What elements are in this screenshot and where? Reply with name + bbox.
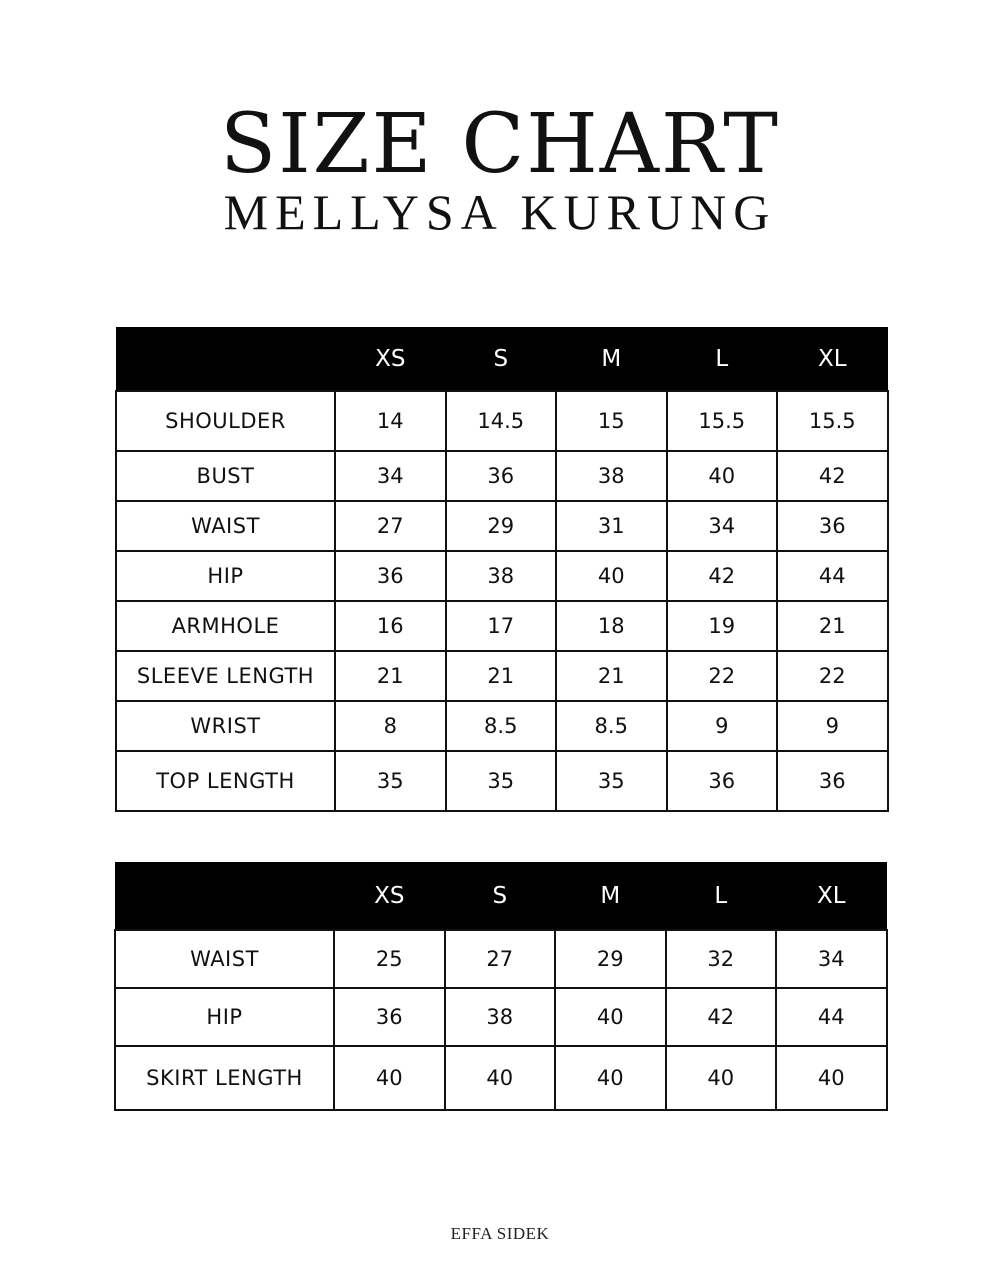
- measurement-value: 40: [555, 988, 666, 1046]
- measurement-value: 21: [335, 651, 446, 701]
- measurement-value: 36: [777, 751, 888, 811]
- size-header-xl: XL: [776, 862, 887, 930]
- table-row: [116, 601, 888, 651]
- measurement-value: 36: [777, 501, 888, 551]
- measurement-label: WAIST: [116, 501, 335, 551]
- measurement-value: 29: [446, 501, 557, 551]
- measurement-value: 27: [335, 501, 446, 551]
- table-row: [116, 391, 888, 451]
- measurement-value: 21: [556, 651, 667, 701]
- table-row: [115, 930, 887, 988]
- measurement-value: 42: [666, 988, 777, 1046]
- measurement-value: 15: [556, 391, 667, 451]
- measurement-value: 32: [666, 930, 777, 988]
- top-size-table: [115, 327, 889, 812]
- measurement-value: 14: [335, 391, 446, 451]
- measurement-value: 21: [777, 601, 888, 651]
- measurement-value: 21: [446, 651, 557, 701]
- table-row: [116, 751, 888, 811]
- measurement-value: 9: [777, 701, 888, 751]
- measurement-label: WAIST: [115, 930, 334, 988]
- size-header-xs: XS: [334, 862, 445, 930]
- size-header-xs: XS: [335, 327, 446, 391]
- bottom-size-table: [114, 862, 888, 1111]
- measurement-value: 19: [667, 601, 778, 651]
- measurement-value: 44: [777, 551, 888, 601]
- measurement-label: SKIRT LENGTH: [115, 1046, 334, 1110]
- measurement-value: 18: [556, 601, 667, 651]
- measurement-value: 31: [556, 501, 667, 551]
- size-header-l: L: [666, 862, 777, 930]
- measurement-value: 40: [666, 1046, 777, 1110]
- measurement-value: 36: [334, 988, 445, 1046]
- table-row: [116, 701, 888, 751]
- measurement-value: 40: [776, 1046, 887, 1110]
- table-header-row: [115, 862, 887, 930]
- size-header-l: L: [667, 327, 778, 391]
- size-header-m: M: [556, 327, 667, 391]
- measurement-value: 8: [335, 701, 446, 751]
- brand-footer: EFFA SIDEK: [450, 1224, 550, 1243]
- page-subtitle: MELLYSA KURUNG: [223, 184, 777, 240]
- measurement-value: 25: [334, 930, 445, 988]
- size-header-s: S: [446, 327, 557, 391]
- measurement-value: 40: [667, 451, 778, 501]
- measurement-label: HIP: [115, 988, 334, 1046]
- measurement-value: 22: [777, 651, 888, 701]
- measurement-value: 42: [667, 551, 778, 601]
- measurement-value: 35: [556, 751, 667, 811]
- measurement-value: 22: [667, 651, 778, 701]
- measurement-value: 38: [556, 451, 667, 501]
- measurement-value: 36: [446, 451, 557, 501]
- measurement-value: 36: [667, 751, 778, 811]
- measurement-value: 40: [445, 1046, 556, 1110]
- table-row: [115, 1046, 887, 1110]
- measurement-value: 42: [777, 451, 888, 501]
- measurement-value: 16: [335, 601, 446, 651]
- measurement-value: 40: [555, 1046, 666, 1110]
- measurement-label: WRIST: [116, 701, 335, 751]
- measurement-value: 40: [556, 551, 667, 601]
- table-header-row: [116, 327, 888, 391]
- measurement-value: 44: [776, 988, 887, 1046]
- page-title: SIZE CHART: [220, 97, 780, 192]
- measurement-label: SHOULDER: [116, 391, 335, 451]
- measurement-value: 8.5: [446, 701, 557, 751]
- table-row: [116, 451, 888, 501]
- measurement-label: HIP: [116, 551, 335, 601]
- measurement-label: ARMHOLE: [116, 601, 335, 651]
- header-label-cell: [116, 327, 335, 391]
- measurement-value: 8.5: [556, 701, 667, 751]
- measurement-value: 40: [334, 1046, 445, 1110]
- table-row: [116, 651, 888, 701]
- table-row: [116, 501, 888, 551]
- measurement-label: BUST: [116, 451, 335, 501]
- measurement-value: 35: [446, 751, 557, 811]
- size-header-xl: XL: [777, 327, 888, 391]
- measurement-value: 27: [445, 930, 556, 988]
- table-row: [116, 551, 888, 601]
- measurement-value: 15.5: [667, 391, 778, 451]
- measurement-label: SLEEVE LENGTH: [116, 651, 335, 701]
- measurement-value: 17: [446, 601, 557, 651]
- measurement-value: 36: [335, 551, 446, 601]
- measurement-label: TOP LENGTH: [116, 751, 335, 811]
- measurement-value: 14.5: [446, 391, 557, 451]
- size-header-m: M: [555, 862, 666, 930]
- measurement-value: 34: [335, 451, 446, 501]
- measurement-value: 34: [776, 930, 887, 988]
- measurement-value: 34: [667, 501, 778, 551]
- measurement-value: 9: [667, 701, 778, 751]
- measurement-value: 38: [446, 551, 557, 601]
- measurement-value: 38: [445, 988, 556, 1046]
- header-label-cell: [115, 862, 334, 930]
- measurement-value: 15.5: [777, 391, 888, 451]
- measurement-value: 29: [555, 930, 666, 988]
- size-header-s: S: [445, 862, 556, 930]
- measurement-value: 35: [335, 751, 446, 811]
- table-row: [115, 988, 887, 1046]
